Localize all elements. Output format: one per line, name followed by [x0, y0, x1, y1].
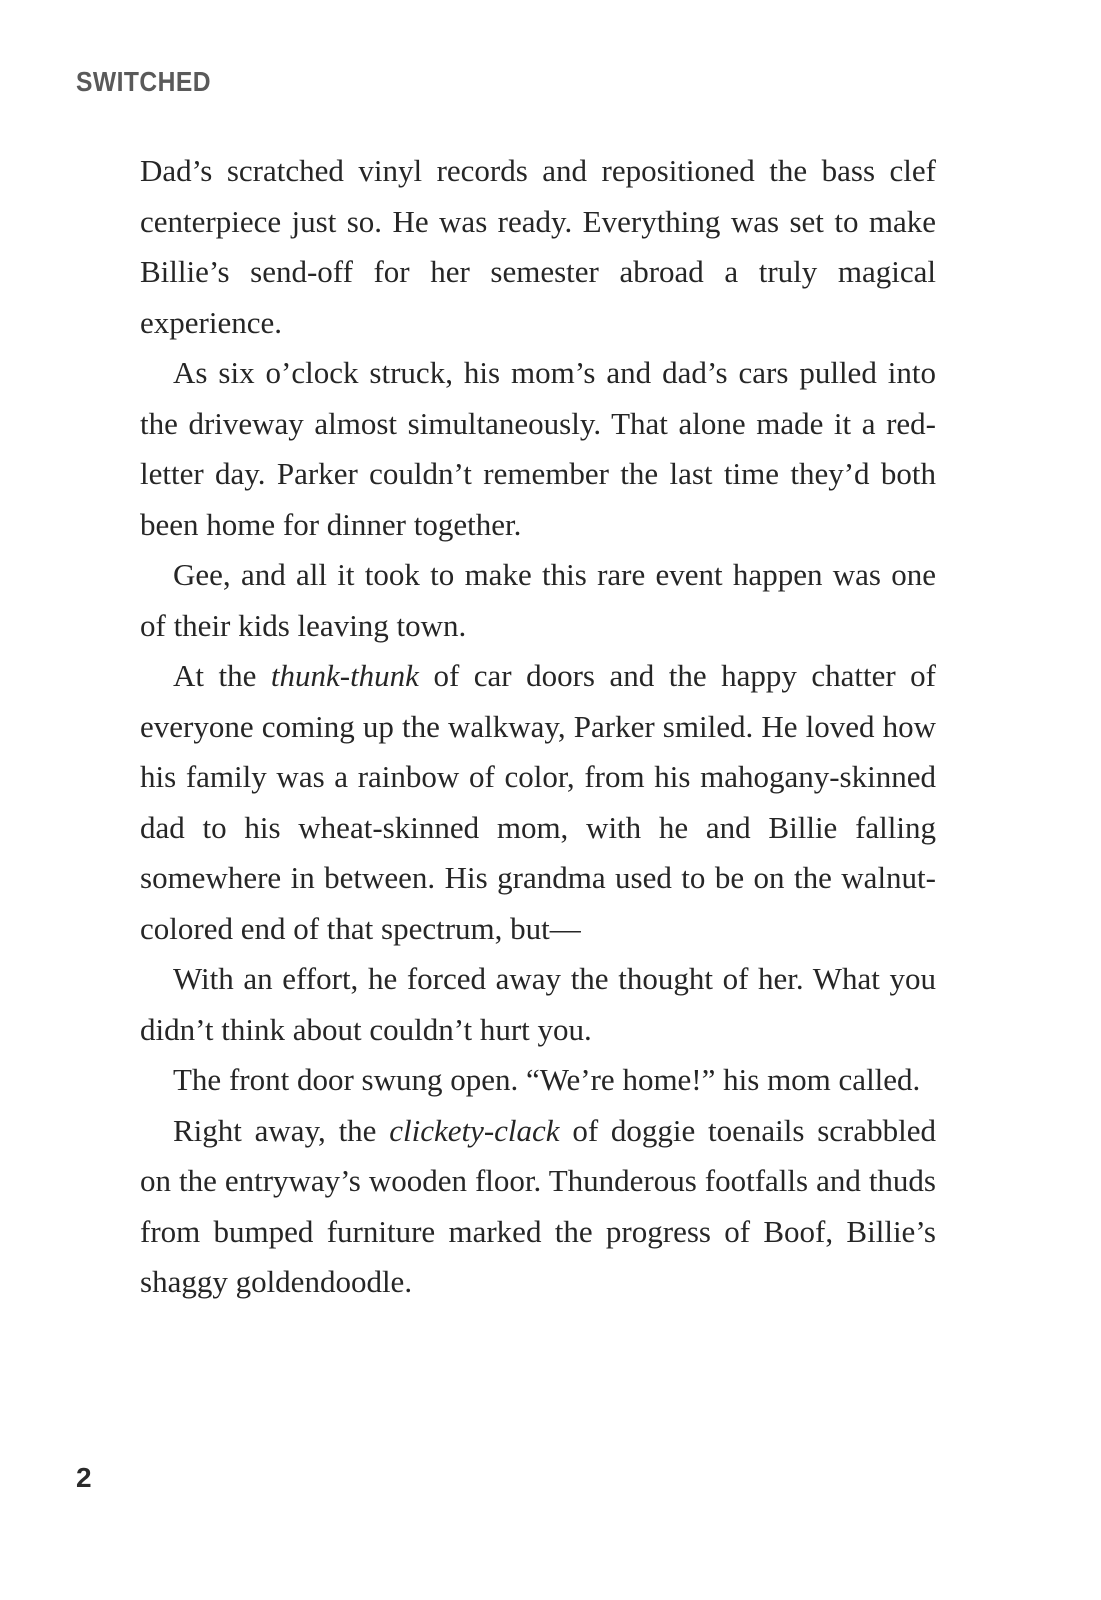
- paragraph-7-italic: clickety-clack: [389, 1112, 560, 1148]
- body-text: [140, 146, 936, 1308]
- running-header: SWITCHED: [76, 66, 211, 97]
- page-number: 2: [76, 1462, 92, 1493]
- paragraph-3: Gee, and all it took to make this rare event happen was one of their kids leaving town.: [140, 557, 936, 643]
- paragraph-7-text-after: of doggie toenails scrabbled on the entryway’s wooden floor. Thunderous footfalls and thuds from bumped furniture marked the progress of Boof, Billie’s shaggy goldendoodle.: [140, 1112, 936, 1299]
- paragraph-4-text-before: At the: [173, 658, 271, 693]
- paragraph-1: Dad’s scratched vinyl records and repositioned the bass clef centerpiece just so. He was ready. Everything was set to make Billie’s send-off for her semester abroad a truly magical experience.: [140, 153, 936, 340]
- paragraph-4: [140, 651, 936, 954]
- paragraph-4-text-after: of car doors and the happy chatter of everyone coming up the walkway, Parker smiled. He loved how his family was a rainbow of color, from his mahogany-skinned dad to his wheat-skinned mom, with he and Billie falling somewhere in between. His grandma used to be on the walnut-colored end of that spectrum, but—: [140, 658, 937, 946]
- paragraph-2: As six o’clock struck, his mom’s and dad’s cars pulled into the driveway almost simultaneously. That alone made it a red-letter day. Parker couldn’t remember the last time they’d both been home for dinner together.: [140, 355, 936, 542]
- paragraph-6: The front door swung open. “We’re home!” his mom called.: [173, 1062, 921, 1097]
- paragraph-7: [140, 1106, 936, 1308]
- paragraph-5: With an effort, he forced away the thought of her. What you didn’t think about couldn’t hurt you.: [140, 961, 936, 1047]
- paragraph-4-italic: thunk-thunk: [270, 658, 419, 693]
- paragraph-7-text-before: Right away, the: [173, 1112, 390, 1148]
